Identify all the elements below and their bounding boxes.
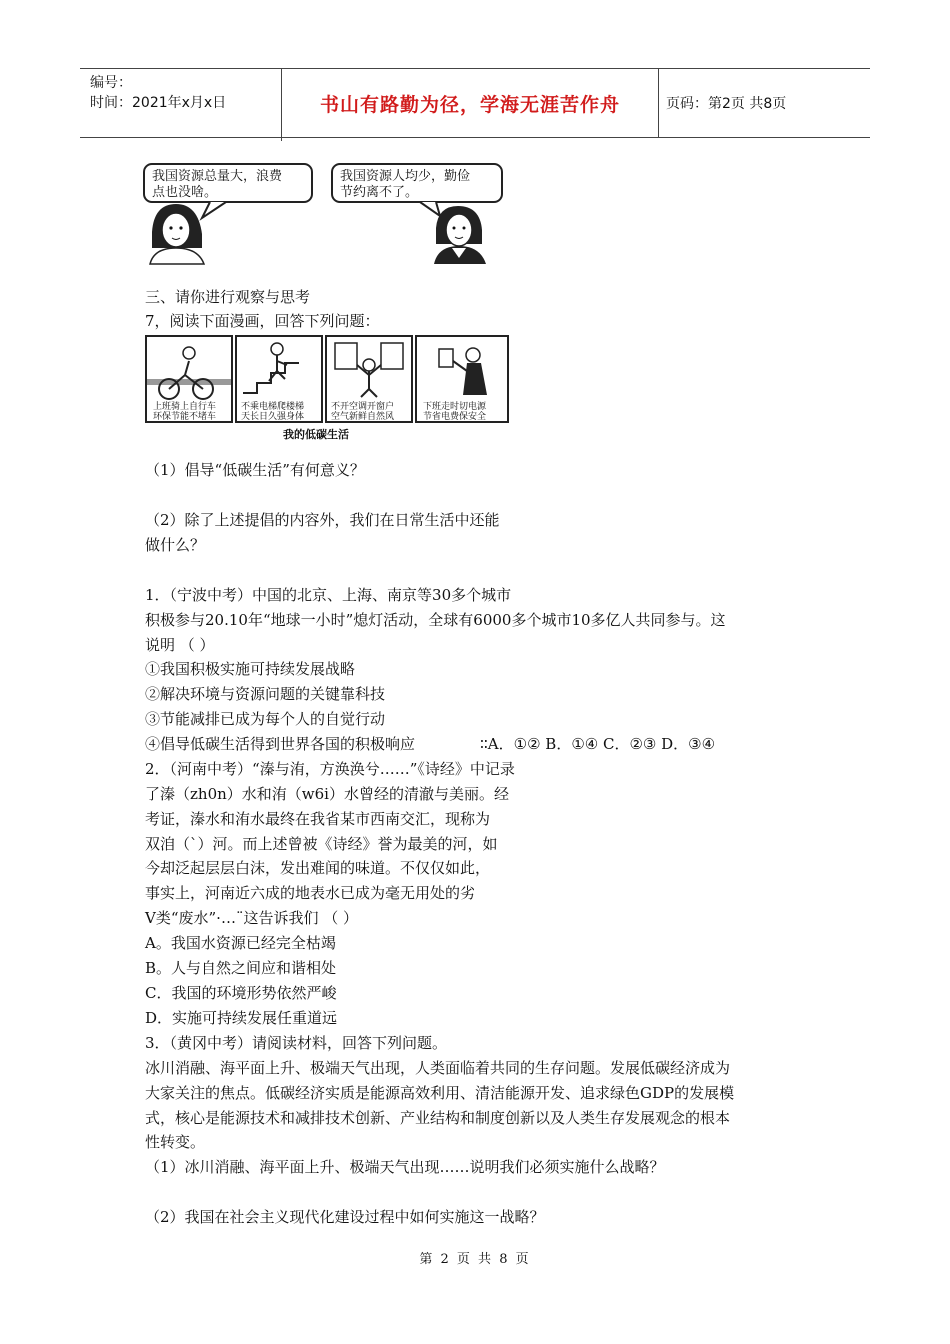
q1-line2: 积极参与20.10年“地球一小时”熄灯活动，全球有6000多个城市10多亿人共同参与。这 xyxy=(145,611,726,629)
panel-4-line2: 节省电费保安全 xyxy=(423,412,487,422)
q2-option-c: C．我国的环境形势依然严峻 xyxy=(145,984,337,1002)
panel-1-line1: 上班骑上自行车 xyxy=(153,402,217,412)
left-bubble-line2: 点也没啥。 xyxy=(152,185,218,200)
panel-2-line1: 不乘电梯爬楼梯 xyxy=(241,402,305,412)
q2-line1: 2．（河南中考）“溱与洧，方涣涣兮……”《诗经》中记录 xyxy=(145,760,515,778)
q2-option-d: D．实施可持续发展任重道远 xyxy=(145,1009,338,1027)
comic-panel-3 xyxy=(326,336,412,422)
header-meta xyxy=(80,69,282,141)
q2-option-a: A。我国水资源已经完全枯竭 xyxy=(145,934,336,952)
q2-line3: 考证，溱水和洧水最终在我省某市西南交汇，现称为 xyxy=(145,810,491,828)
q3-sub2: （2）我国在社会主义现代化建设过程中如何实施这一战略？ xyxy=(145,1208,545,1226)
header-motto: 书山有路勤为径，学海无涯苦作舟 xyxy=(282,69,659,137)
q2-line5: 今却泛起层层白沫，发出难闻的味道。不仅仅如此， xyxy=(145,859,491,877)
panel-2-line2: 天长日久强身体 xyxy=(241,412,305,422)
q7-stem: 7，阅读下面漫画，回答下列问题： xyxy=(145,312,380,330)
panel-4-line1: 下班走时切电源 xyxy=(423,402,487,412)
right-bubble-line1: 我国资源人均少，勤俭 xyxy=(340,169,471,184)
page-footer: 第 2 页 共 8 页 xyxy=(419,1252,531,1267)
q2-line7: V类“废水”·…¨这告诉我们 （ ） xyxy=(145,909,358,927)
q3-sub1: （1）冰川消融、海平面上升、极端天气出现……说明我们必须实施什么战略？ xyxy=(145,1158,665,1176)
right-girl-figure xyxy=(434,206,486,264)
q7-sub2-line1: （2）除了上述提倡的内容外，我们在日常生活中还能 xyxy=(145,511,500,529)
number-label: 编号： xyxy=(90,75,132,91)
comic-caption: 我的低碳生活 xyxy=(283,428,349,441)
right-speech-bubble xyxy=(332,164,502,216)
q1-option-2: ②解决环境与资源问题的关键靠科技 xyxy=(145,685,386,703)
panel-1-line2: 环保节能不堵车 xyxy=(153,412,217,422)
q1-line1: 1．（宁波中考）中国的北京、上海、南京等30多个城市 xyxy=(145,586,512,604)
q3-line1: 3．（黄冈中考）请阅读材料，回答下列问题。 xyxy=(145,1034,448,1052)
q1-line3: 说明 （ ） xyxy=(145,636,215,654)
panel-3-line2: 空气新鲜自然风 xyxy=(331,412,395,422)
q1-choices: ∶∶A．①② B．①④ C．②③ D．③④ xyxy=(480,735,716,753)
q7-sub2-line2: 做什么？ xyxy=(145,536,206,554)
q1-option-3: ③节能减排已成为每个人的自觉行动 xyxy=(145,710,386,728)
comic-panel-4 xyxy=(416,336,508,422)
comic-panel-2 xyxy=(236,336,322,422)
q7-sub1: （1）倡导“低碳生活”有何意义？ xyxy=(145,461,365,479)
q3-line2: 冰川消融、海平面上升、极端天气出现，人类面临着共同的生存问题。发展低碳经济成为 xyxy=(145,1059,731,1077)
right-bubble-line2: 节约离不了。 xyxy=(340,185,419,200)
page-header xyxy=(80,68,870,138)
q3-line5: 性转变。 xyxy=(145,1133,206,1151)
panel-3-line1: 不开空调开窗户 xyxy=(331,402,395,412)
q2-line4: 双洎（ˋ）河。而上述曾被《诗经》誉为最美的河，如 xyxy=(145,835,498,853)
left-girl-figure xyxy=(150,204,204,264)
resource-dialogue-cartoon xyxy=(140,160,510,265)
q3-line3: 大家关注的焦点。低碳经济实质是能源高效利用、清洁能源开发、追求绿色GDP的发展模 xyxy=(145,1084,735,1102)
q3-line4: 式，核心是能源技术和减排技术创新、产业结构和制度创新以及人类生存发展观念的根本 xyxy=(145,1109,731,1127)
q2-line6: 事实上，河南近六成的地表水已成为毫无用处的劣 xyxy=(145,884,476,902)
q2-option-b: B。人与自然之间应和谐相处 xyxy=(145,959,337,977)
q1-option-4: ④倡导低碳生活得到世界各国的积极响应 xyxy=(145,735,416,753)
q2-line2: 了溱（zh0n）水和洧（w6i）水曾经的清澈与美丽。经 xyxy=(145,785,509,803)
left-bubble-line1: 我国资源总量大，浪费 xyxy=(152,169,283,184)
header-page-info: 页码：第2页 共8页 xyxy=(666,96,787,112)
q1-option-1: ①我国积极实施可持续发展战略 xyxy=(145,660,356,678)
time-label: 时间：2021年x月x日 xyxy=(90,95,227,111)
low-carbon-comic-strip xyxy=(145,335,510,443)
comic-panel-1 xyxy=(146,336,232,422)
section-title: 三、请你进行观察与思考 xyxy=(145,288,311,306)
